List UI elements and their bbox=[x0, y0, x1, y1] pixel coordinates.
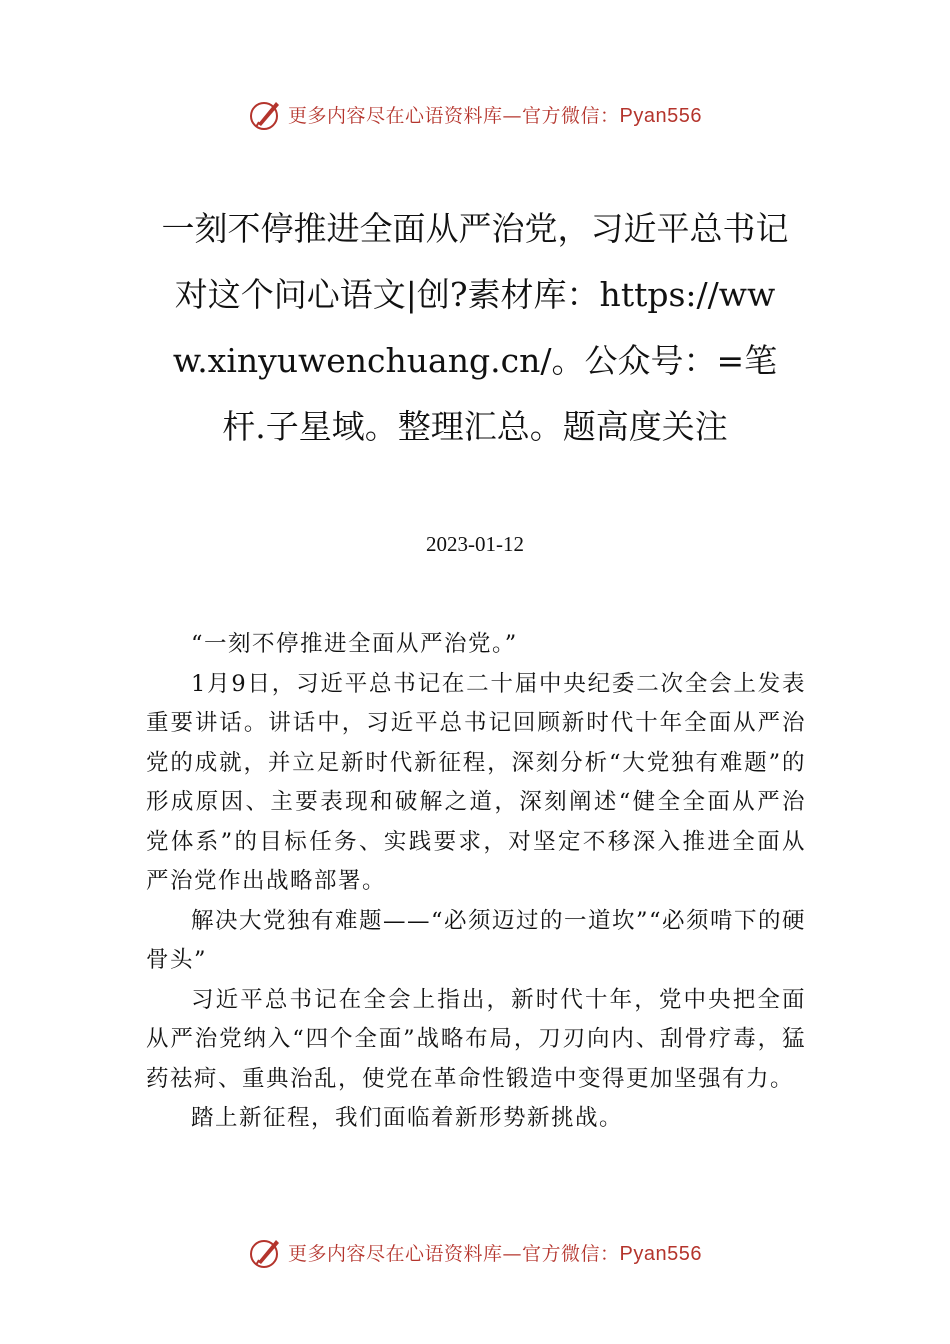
header-watermark bbox=[0, 94, 950, 134]
footer-watermark bbox=[0, 1232, 950, 1272]
quill-pen-logo-icon bbox=[248, 1234, 284, 1270]
paragraph: 习近平总书记在全会上指出，新时代十年，党中央把全面从严治党纳入“四个全面”战略布局，刀刃向内、刮骨疗毒，猛药祛疴、重典治乱，使党在革命性锻造中变得更加坚强有力。 bbox=[146, 986, 806, 1092]
article-body bbox=[146, 625, 806, 1139]
paragraph: 解决大党独有难题——“必须迈过的一道坎”“必须啃下的硬骨头” bbox=[146, 907, 807, 973]
watermark-text: 更多内容尽在心语资料库—官方微信：Pyan556 bbox=[288, 1242, 702, 1265]
paragraph: “一刻不停推进全面从严治党。” bbox=[191, 631, 518, 657]
paragraph: 1月9日，习近平总书记在二十届中央纪委二次全会上发表重要讲话。讲话中，习近平总书记回顾新时代十年全面从严治党的成就，并立足新时代新征程，深刻分析“大党独有难题”的形成原因、主要表现和破解之道，深刻阐述“健全全面从严治党体系”的目标任务、实践要求，对坚定不移深入推进全面从严治党作出战略部署。 bbox=[146, 670, 806, 894]
publish-date: 2023-01-12 bbox=[426, 532, 524, 556]
paragraph: 踏上新征程，我们面临着新形势新挑战。 bbox=[191, 1105, 624, 1131]
article-title: 一刻不停推进全面从严治党，习近平总书记对这个问心语文|创?素材库：https://www.xinyuwenchuang.cn/。公众号：=笔杆.子星域。整理汇总。题高度关注 bbox=[161, 209, 789, 446]
watermark-text: 更多内容尽在心语资料库—官方微信：Pyan556 bbox=[288, 104, 702, 127]
quill-pen-logo-icon bbox=[248, 96, 284, 132]
